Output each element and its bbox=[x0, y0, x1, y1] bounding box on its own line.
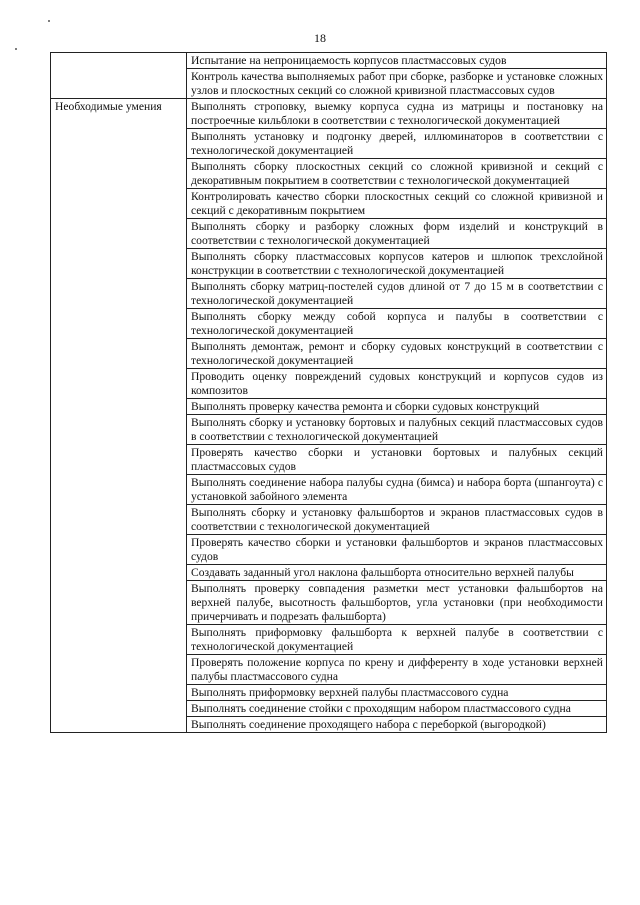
page-number: 18 bbox=[314, 31, 326, 45]
skill-text: Создавать заданный угол наклона фальшборта относительно верхней палубы bbox=[187, 565, 607, 581]
skill-text: Выполнять сборку между собой корпуса и палубы в соответствии с технологической документацией bbox=[187, 309, 607, 339]
scan-speck bbox=[48, 20, 50, 22]
continued-skill-text: Контроль качества выполняемых работ при сборке, разборке и установке сложных узлов и плоскостных секций со сложной кривизной пластмассовых судов bbox=[187, 69, 607, 99]
skill-text: Проверять положение корпуса по крену и дифференту в ходе установки верхней палубы пластмассового судна bbox=[187, 655, 607, 685]
skill-text: Проверять качество сборки и установки бортовых и палубных секций пластмассовых судов bbox=[187, 445, 607, 475]
skill-text: Выполнять сборку пластмассовых корпусов катеров и шлюпок трехслойной конструкции в соответствии с технологической документацией bbox=[187, 249, 607, 279]
skill-text: Выполнять проверку качества ремонта и сборки судовых конструкций bbox=[187, 399, 607, 415]
continued-skill-text: Испытание на непроницаемость корпусов пластмассовых судов bbox=[187, 53, 607, 69]
skills-table bbox=[50, 52, 607, 733]
skill-text: Выполнять соединение стойки с проходящим набором пластмассового судна bbox=[187, 701, 607, 717]
skill-text: Выполнять сборку и установку фальшбортов и экранов пластмассовых судов в соответствии с технологической документацией bbox=[187, 505, 607, 535]
skill-text: Проводить оценку повреждений судовых конструкций и корпусов судов из композитов bbox=[187, 369, 607, 399]
skill-text: Выполнять сборку и установку бортовых и палубных секций пластмассовых судов в соответствии с технологической документацией bbox=[187, 415, 607, 445]
skill-text: Контролировать качество сборки плоскостных секций со сложной кривизной и секций с декоративным покрытием bbox=[187, 189, 607, 219]
table-row bbox=[51, 53, 607, 69]
skill-text: Выполнять демонтаж, ремонт и сборку судовых конструкций в соответствии с технологической документацией bbox=[187, 339, 607, 369]
empty-label-cell bbox=[51, 53, 187, 99]
skill-text: Выполнять соединение проходящего набора с переборкой (выгородкой) bbox=[187, 717, 607, 733]
skill-text: Выполнять сборку и разборку сложных форм изделий и конструкций в соответствии с технологической документацией bbox=[187, 219, 607, 249]
skill-text: Выполнять установку и подгонку дверей, иллюминаторов в соответствии с технологической документацией bbox=[187, 129, 607, 159]
skill-text: Выполнять строповку, выемку корпуса судна из матрицы и постановку на построечные кильблоки в соответствии с технологической документацией bbox=[187, 99, 607, 129]
skill-text: Выполнять соединение набора палубы судна (бимса) и набора борта (шпангоута) с установкой забойного элемента bbox=[187, 475, 607, 505]
skill-text: Проверять качество сборки и установки фальшбортов и экранов пластмассовых судов bbox=[187, 535, 607, 565]
skill-text: Выполнять приформовку фальшборта к верхней палубе в соответствии с технологической документацией bbox=[187, 625, 607, 655]
table-row bbox=[51, 99, 607, 129]
section-label: Необходимые умения bbox=[51, 99, 187, 733]
skill-text: Выполнять сборку плоскостных секций со сложной кривизной и секций с декоративным покрытием в соответствии с технологической документацией bbox=[187, 159, 607, 189]
skill-text: Выполнять приформовку верхней палубы пластмассового судна bbox=[187, 685, 607, 701]
skill-text: Выполнять сборку матриц-постелей судов длиной от 7 до 15 м в соответствии с технологической документацией bbox=[187, 279, 607, 309]
skill-text: Выполнять проверку совпадения разметки мест установки фальшбортов на верхней палубе, высотность фальшбортов, угла установки (при необходимости причерчивать и подрезать фальшборта) bbox=[187, 581, 607, 625]
scan-speck bbox=[15, 48, 17, 50]
